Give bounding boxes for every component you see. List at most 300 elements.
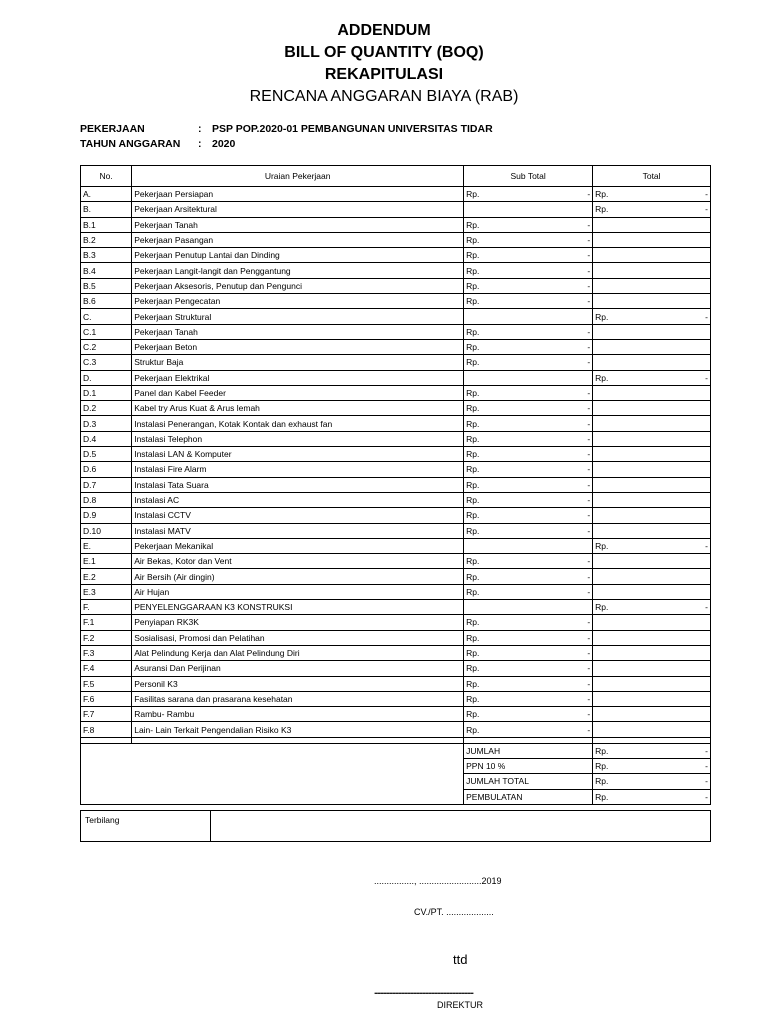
title-addendum: ADDENDUM	[337, 22, 431, 39]
subtotal-cell	[464, 431, 593, 446]
total-cell	[593, 492, 711, 507]
table-section-row	[81, 538, 711, 553]
table-row	[81, 569, 711, 584]
row-number: D.3	[81, 416, 132, 431]
table-row	[81, 278, 711, 293]
row-number: D.1	[81, 385, 132, 400]
currency-label: Rp.	[466, 525, 480, 536]
table-row	[81, 508, 711, 523]
row-description: Instalasi Tata Suara	[132, 477, 464, 492]
total-cell	[593, 324, 711, 339]
row-description: Pekerjaan Penutup Lantai dan Dinding	[132, 248, 464, 263]
summary-total-cell	[593, 789, 711, 804]
signature-date: ................, .........................2019	[374, 876, 502, 886]
row-number: D.2	[81, 401, 132, 416]
amount-value: -	[705, 189, 708, 200]
amount-value: -	[587, 648, 591, 659]
row-description: Instalasi CCTV	[132, 508, 464, 523]
total-cell	[593, 294, 711, 309]
currency-label: Rp.	[466, 479, 480, 490]
row-description: Lain- Lain Terkait Pengendalian Risiko K3	[132, 722, 464, 737]
pekerjaan-value: PSP POP.2020-01 PEMBANGUNAN UNIVERSITAS TIDAR	[212, 123, 493, 135]
row-number: D.5	[81, 447, 132, 462]
row-number: D.10	[81, 523, 132, 538]
currency-label: Rp.	[466, 433, 480, 444]
currency-label: Rp.	[466, 678, 480, 689]
row-description: Pekerjaan Arsitektural	[132, 202, 464, 217]
table-body	[81, 187, 711, 805]
amount-value: -	[587, 280, 591, 291]
row-description: Alat Pelindung Kerja dan Alat Pelindung Diri	[132, 645, 464, 660]
total-cell	[593, 615, 711, 630]
title-rab: RENCANA ANGGARAN BIAYA (RAB)	[249, 88, 519, 105]
amount-value: -	[587, 403, 591, 414]
total-cell	[593, 477, 711, 492]
amount-value: -	[587, 525, 591, 536]
currency-label: Rp.	[466, 663, 480, 674]
currency-label: Rp.	[466, 403, 480, 414]
currency-label: Rp.	[595, 189, 609, 200]
row-description: Pekerjaan Persiapan	[132, 187, 464, 202]
row-description: Pekerjaan Pasangan	[132, 232, 464, 247]
currency-label: Rp.	[466, 250, 480, 261]
currency-label: Rp.	[466, 648, 480, 659]
total-cell	[593, 584, 711, 599]
currency-label: Rp.	[466, 280, 480, 291]
subtotal-cell	[464, 645, 593, 660]
row-description: Pekerjaan Tanah	[132, 324, 464, 339]
total-cell	[593, 600, 711, 615]
row-number: B.1	[81, 217, 132, 232]
header-no: No.	[81, 166, 132, 187]
table-row	[81, 339, 711, 354]
header-total: Total	[593, 166, 711, 187]
amount-value: -	[587, 235, 591, 246]
total-cell	[593, 416, 711, 431]
table-row	[81, 217, 711, 232]
subtotal-cell	[464, 554, 593, 569]
row-number: C.3	[81, 355, 132, 370]
table-row	[81, 645, 711, 660]
amount-value: -	[587, 495, 591, 506]
colon: :	[198, 138, 202, 150]
table-row	[81, 232, 711, 247]
row-number: F.3	[81, 645, 132, 660]
amount-value: -	[587, 388, 591, 398]
table-row	[81, 584, 711, 599]
currency-label: Rp.	[595, 540, 609, 551]
subtotal-cell	[464, 309, 593, 324]
title-rekapitulasi: REKAPITULASI	[324, 66, 444, 83]
amount-value: -	[705, 602, 708, 613]
subtotal-cell	[464, 508, 593, 523]
table-row	[81, 263, 711, 278]
summary-blank	[81, 743, 464, 758]
row-number: B.6	[81, 294, 132, 309]
document-title-block	[0, 20, 768, 108]
total-cell	[593, 462, 711, 477]
row-description: Pekerjaan Langit-langit dan Penggantung	[132, 263, 464, 278]
subtotal-cell	[464, 615, 593, 630]
amount-value: -	[587, 693, 591, 704]
total-cell	[593, 278, 711, 293]
row-description: Instalasi AC	[132, 492, 464, 507]
row-description: Instalasi Telephon	[132, 431, 464, 446]
terbilang-box	[80, 810, 711, 842]
table-row	[81, 477, 711, 492]
subtotal-cell	[464, 600, 593, 615]
currency-label: Rp.	[595, 602, 609, 613]
currency-label: Rp.	[466, 571, 480, 582]
amount-value: -	[587, 418, 591, 429]
summary-label: PEMBULATAN	[464, 789, 593, 804]
amount-value: -	[587, 189, 591, 200]
amount-value: -	[587, 571, 591, 582]
total-cell	[593, 370, 711, 385]
amount-value: -	[587, 724, 591, 735]
subtotal-cell	[464, 324, 593, 339]
row-description: Air Hujan	[132, 584, 464, 599]
amount-value: -	[705, 372, 708, 383]
table-row	[81, 707, 711, 722]
row-description: Personil K3	[132, 676, 464, 691]
row-number: B.2	[81, 232, 132, 247]
currency-label: Rp.	[466, 388, 480, 398]
row-number: D.8	[81, 492, 132, 507]
amount-value: -	[587, 433, 591, 444]
amount-value: -	[705, 540, 708, 551]
subtotal-cell	[464, 676, 593, 691]
subtotal-cell	[464, 447, 593, 462]
row-description: Pekerjaan Tanah	[132, 217, 464, 232]
amount-value: -	[587, 479, 591, 490]
tahun-label: TAHUN ANGGARAN	[80, 138, 181, 150]
subtotal-cell	[464, 278, 593, 293]
row-number: B.5	[81, 278, 132, 293]
total-cell	[593, 431, 711, 446]
currency-label: Rp.	[595, 776, 609, 787]
summary-blank	[81, 774, 464, 789]
subtotal-cell	[464, 401, 593, 416]
amount-value: -	[587, 678, 591, 689]
subtotal-cell	[464, 370, 593, 385]
total-cell	[593, 263, 711, 278]
row-description: Instalasi LAN & Komputer	[132, 447, 464, 462]
row-number: F.1	[81, 615, 132, 630]
currency-label: Rp.	[466, 219, 480, 230]
row-number: F.2	[81, 630, 132, 645]
summary-total-cell	[593, 758, 711, 773]
row-description: Instalasi Fire Alarm	[132, 462, 464, 477]
currency-label: Rp.	[466, 510, 480, 521]
amount-value: -	[587, 265, 591, 276]
row-description: Asuransi Dan Perijinan	[132, 661, 464, 676]
currency-label: Rp.	[466, 586, 480, 597]
title-boq: BILL OF QUANTITY (BOQ)	[284, 44, 484, 61]
amount-value: -	[587, 449, 591, 460]
table-row	[81, 385, 711, 400]
total-cell	[593, 661, 711, 676]
row-description: PENYELENGGARAAN K3 KONSTRUKSI	[132, 600, 464, 615]
subtotal-cell	[464, 248, 593, 263]
subtotal-cell	[464, 630, 593, 645]
subtotal-cell	[464, 477, 593, 492]
table-row	[81, 294, 711, 309]
row-number: B.	[81, 202, 132, 217]
amount-value: -	[705, 776, 708, 787]
total-cell	[593, 248, 711, 263]
subtotal-cell	[464, 416, 593, 431]
amount-value: -	[587, 586, 591, 597]
table-row	[81, 431, 711, 446]
row-description: Instalasi MATV	[132, 523, 464, 538]
subtotal-cell	[464, 569, 593, 584]
signature-title: DIREKTUR	[437, 1000, 484, 1010]
summary-row	[81, 774, 711, 789]
amount-value: -	[705, 311, 708, 322]
amount-value: -	[705, 204, 708, 215]
summary-blank	[81, 789, 464, 804]
table-row	[81, 248, 711, 263]
row-description: Rambu- Rambu	[132, 707, 464, 722]
row-number: F.5	[81, 676, 132, 691]
currency-label: Rp.	[466, 342, 480, 353]
table-row	[81, 722, 711, 737]
total-cell	[593, 385, 711, 400]
subtotal-cell	[464, 691, 593, 706]
amount-value: -	[587, 617, 591, 628]
total-cell	[593, 722, 711, 737]
summary-label: JUMLAH	[464, 743, 593, 758]
amount-value: -	[587, 326, 591, 337]
total-cell	[593, 645, 711, 660]
currency-label: Rp.	[466, 418, 480, 429]
total-cell	[593, 339, 711, 354]
summary-row	[81, 789, 711, 804]
summary-row	[81, 758, 711, 773]
total-cell	[593, 691, 711, 706]
colon: :	[198, 123, 202, 135]
currency-label: Rp.	[466, 357, 480, 368]
header-subtotal: Sub Total	[464, 166, 593, 187]
total-cell	[593, 232, 711, 247]
signature-company: CV./PT. ...................	[414, 907, 494, 917]
row-number: D.7	[81, 477, 132, 492]
row-number: A.	[81, 187, 132, 202]
subtotal-cell	[464, 492, 593, 507]
table-row	[81, 447, 711, 462]
subtotal-cell	[464, 538, 593, 553]
subtotal-cell	[464, 584, 593, 599]
currency-label: Rp.	[595, 204, 609, 215]
row-number: C.	[81, 309, 132, 324]
amount-value: -	[587, 632, 591, 643]
amount-value: -	[587, 510, 591, 521]
row-number: B.3	[81, 248, 132, 263]
total-cell	[593, 630, 711, 645]
total-cell	[593, 217, 711, 232]
row-number: D.6	[81, 462, 132, 477]
currency-label: Rp.	[466, 189, 480, 200]
table-section-row	[81, 600, 711, 615]
table-row	[81, 630, 711, 645]
row-number: F.	[81, 600, 132, 615]
currency-label: Rp.	[466, 326, 480, 337]
currency-label: Rp.	[466, 632, 480, 643]
row-number: E.1	[81, 554, 132, 569]
subtotal-cell	[464, 187, 593, 202]
row-number: F.6	[81, 691, 132, 706]
terbilang-label: Terbilang	[81, 811, 211, 841]
subtotal-cell	[464, 707, 593, 722]
amount-value: -	[587, 250, 591, 261]
currency-label: Rp.	[466, 709, 480, 720]
summary-total-cell	[593, 774, 711, 789]
amount-value: -	[705, 791, 708, 802]
table-row	[81, 554, 711, 569]
currency-label: Rp.	[466, 296, 480, 307]
row-description: Penyiapan RK3K	[132, 615, 464, 630]
table-row	[81, 401, 711, 416]
total-cell	[593, 676, 711, 691]
subtotal-cell	[464, 355, 593, 370]
total-cell	[593, 447, 711, 462]
subtotal-cell	[464, 263, 593, 278]
amount-value: -	[587, 296, 591, 307]
currency-label: Rp.	[466, 495, 480, 506]
table-row	[81, 416, 711, 431]
row-number: F.7	[81, 707, 132, 722]
table-row	[81, 615, 711, 630]
amount-value: -	[587, 219, 591, 230]
row-description: Pekerjaan Pengecatan	[132, 294, 464, 309]
row-description: Pekerjaan Elektrikal	[132, 370, 464, 385]
subtotal-cell	[464, 462, 593, 477]
table-section-row	[81, 309, 711, 324]
currency-label: Rp.	[466, 617, 480, 628]
currency-label: Rp.	[466, 724, 480, 735]
subtotal-cell	[464, 523, 593, 538]
row-description: Kabel try Arus Kuat & Arus lemah	[132, 401, 464, 416]
currency-label: Rp.	[595, 791, 609, 802]
amount-value: -	[705, 745, 708, 756]
currency-label: Rp.	[466, 449, 480, 460]
summary-blank	[81, 758, 464, 773]
total-cell	[593, 523, 711, 538]
table-row	[81, 324, 711, 339]
row-description: Pekerjaan Struktural	[132, 309, 464, 324]
pekerjaan-label: PEKERJAAN	[80, 123, 145, 135]
row-number: B.4	[81, 263, 132, 278]
summary-label: PPN 10 %	[464, 758, 593, 773]
row-description: Air Bersih (Air dingin)	[132, 569, 464, 584]
total-cell	[593, 554, 711, 569]
row-number: E.3	[81, 584, 132, 599]
currency-label: Rp.	[466, 265, 480, 276]
amount-value: -	[587, 342, 591, 353]
row-description: Fasilitas sarana dan prasarana kesehatan	[132, 691, 464, 706]
subtotal-cell	[464, 661, 593, 676]
row-description: Struktur Baja	[132, 355, 464, 370]
total-cell	[593, 309, 711, 324]
total-cell	[593, 538, 711, 553]
amount-value: -	[587, 556, 591, 567]
row-description: Sosialisasi, Promosi dan Pelatihan	[132, 630, 464, 645]
table-row	[81, 661, 711, 676]
project-meta	[80, 122, 493, 152]
row-number: F.4	[81, 661, 132, 676]
currency-label: Rp.	[595, 761, 609, 772]
total-cell	[593, 355, 711, 370]
summary-row	[81, 743, 711, 758]
total-cell	[593, 401, 711, 416]
amount-value: -	[587, 663, 591, 674]
row-description: Air Bekas, Kotor dan Vent	[132, 554, 464, 569]
tahun-value: 2020	[212, 138, 236, 150]
row-number: C.1	[81, 324, 132, 339]
table-section-row	[81, 187, 711, 202]
signature-line: ..................................................................	[374, 986, 474, 996]
subtotal-cell	[464, 385, 593, 400]
currency-label: Rp.	[466, 464, 480, 475]
currency-label: Rp.	[466, 693, 480, 704]
table-section-row	[81, 202, 711, 217]
table-header-row	[81, 166, 711, 187]
currency-label: Rp.	[466, 556, 480, 567]
currency-label: Rp.	[595, 372, 609, 383]
summary-total-cell	[593, 743, 711, 758]
row-number: F.8	[81, 722, 132, 737]
header-uraian: Uraian Pekerjaan	[132, 166, 464, 187]
row-number: E.2	[81, 569, 132, 584]
table-row	[81, 492, 711, 507]
subtotal-cell	[464, 722, 593, 737]
subtotal-cell	[464, 339, 593, 354]
table-section-row	[81, 370, 711, 385]
total-cell	[593, 508, 711, 523]
row-number: D.	[81, 370, 132, 385]
total-cell	[593, 569, 711, 584]
row-number: E.	[81, 538, 132, 553]
amount-value: -	[705, 761, 708, 772]
total-cell	[593, 187, 711, 202]
currency-label: Rp.	[466, 235, 480, 246]
subtotal-cell	[464, 202, 593, 217]
table-row	[81, 523, 711, 538]
amount-value: -	[587, 464, 591, 475]
subtotal-cell	[464, 217, 593, 232]
row-number: C.2	[81, 339, 132, 354]
row-number: D.9	[81, 508, 132, 523]
summary-label: JUMLAH TOTAL	[464, 774, 593, 789]
row-description: Panel dan Kabel Feeder	[132, 385, 464, 400]
signature-ttd: ttd	[453, 952, 468, 967]
amount-value: -	[587, 357, 591, 368]
boq-table	[80, 165, 711, 805]
row-number: D.4	[81, 431, 132, 446]
row-description: Instalasi Penerangan, Kotak Kontak dan exhaust fan	[132, 416, 464, 431]
total-cell	[593, 202, 711, 217]
table-row	[81, 691, 711, 706]
subtotal-cell	[464, 232, 593, 247]
row-description: Pekerjaan Beton	[132, 339, 464, 354]
row-description: Pekerjaan Mekanikal	[132, 538, 464, 553]
amount-value: -	[587, 709, 591, 720]
table-row	[81, 355, 711, 370]
currency-label: Rp.	[595, 745, 609, 756]
table-row	[81, 676, 711, 691]
currency-label: Rp.	[595, 311, 609, 322]
